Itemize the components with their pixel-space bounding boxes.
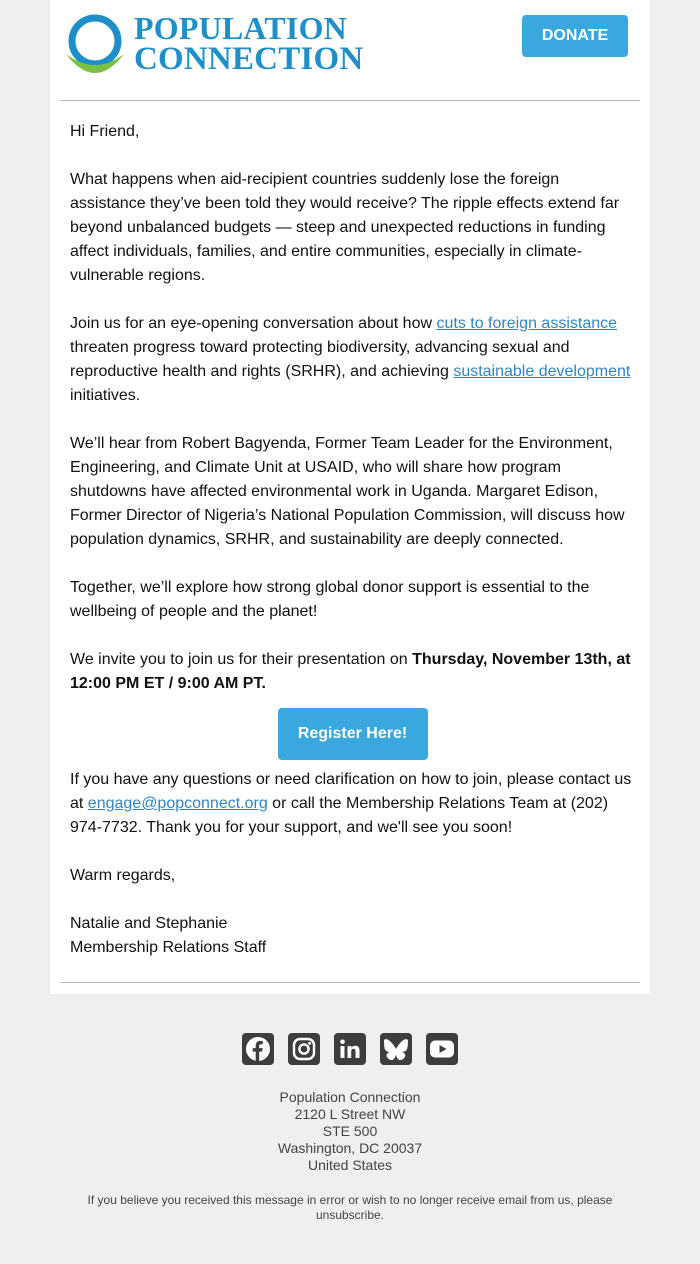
footer-city: Washington, DC 20037 <box>277 1140 423 1156</box>
logo-text-line2: CONNECTION <box>134 41 364 77</box>
signature-title: Membership Relations Staff <box>70 939 267 956</box>
paragraph-text: initiatives. <box>70 387 141 404</box>
unsubscribe-notice: If you believe you received this message in error or wish to no longer receive email from us, please unsubscribe. <box>87 1193 613 1222</box>
donate-button[interactable]: DONATE <box>522 15 628 57</box>
header-divider <box>60 100 640 101</box>
linkedin-icon[interactable] <box>334 1033 366 1065</box>
paragraph-text: threaten progress toward protecting biodiversity, advancing sexual and reproductive health and rights (SRHR), and achieving <box>70 339 570 380</box>
register-button[interactable]: Register Here! <box>278 708 428 760</box>
footer-suite: STE 500 <box>322 1123 378 1139</box>
cuts-to-foreign-assistance-link[interactable]: cuts to foreign assistance <box>436 315 618 332</box>
youtube-icon[interactable] <box>426 1033 458 1065</box>
paragraph-contact <box>70 768 635 840</box>
logo-circle-icon <box>62 14 128 78</box>
sustainable-development-link[interactable]: sustainable development <box>453 363 631 380</box>
footer-org: Population Connection <box>279 1089 421 1105</box>
contact-email-link[interactable]: engage@popconnect.org <box>87 795 268 812</box>
footer-street: 2120 L Street NW <box>294 1106 406 1122</box>
event-datetime: Thursday, November 13th, at 12:00 PM ET / 9:00 AM PT. <box>70 651 631 692</box>
paragraph-conversation <box>70 312 635 408</box>
paragraph-intro: What happens when aid-recipient countries suddenly lose the foreign assistance they’ve been told they would receive? The ripple effects extend far beyond unbalanced budgets — steep and unexpected reductions in funding affect individuals, families, and entire communities, especially in climate-vulnerable regions. <box>70 171 620 284</box>
register-wrap <box>70 708 635 760</box>
footer-country: United States <box>307 1157 393 1173</box>
signature-names: Natalie and Stephanie <box>70 915 228 932</box>
email-card <box>50 0 650 994</box>
paragraph-text: We invite you to join us for their presentation on <box>70 651 413 668</box>
greeting: Hi Friend, <box>70 123 140 140</box>
footer-divider <box>60 982 640 983</box>
facebook-icon[interactable] <box>242 1033 274 1065</box>
footer-address <box>0 1089 700 1174</box>
closing: Warm regards, <box>70 867 176 884</box>
paragraph-speakers: We’ll hear from Robert Bagyenda, Former Team Leader for the Environment, Engineering, and Climate Unit at USAID, who will share how program shutdowns have affected environmental work in Uganda. Margaret Edison, Former Director of Nigeria’s National Population Commission, will discuss how population dynamics, SRHR, and sustainability are deeply connected. <box>70 435 625 548</box>
population-connection-logo[interactable] <box>62 12 372 78</box>
social-links <box>242 1033 458 1067</box>
paragraph-text: If you have any questions or need clarification on how to join, please contact us at <box>70 771 632 812</box>
email-body <box>70 120 635 960</box>
paragraph-text: or call the Membership Relations Team at (202) 974-7732. Thank you for your support, and we'll see you soon! <box>70 795 609 836</box>
logo-text-line1: POPULATION <box>134 10 347 46</box>
email-header <box>50 0 650 100</box>
paragraph-invite <box>70 648 635 696</box>
paragraph-together: Together, we’ll explore how strong global donor support is essential to the wellbeing of people and the planet! <box>70 579 590 620</box>
bluesky-icon[interactable] <box>380 1033 412 1065</box>
paragraph-text: Join us for an eye-opening conversation about how <box>70 315 437 332</box>
instagram-icon[interactable] <box>288 1033 320 1065</box>
